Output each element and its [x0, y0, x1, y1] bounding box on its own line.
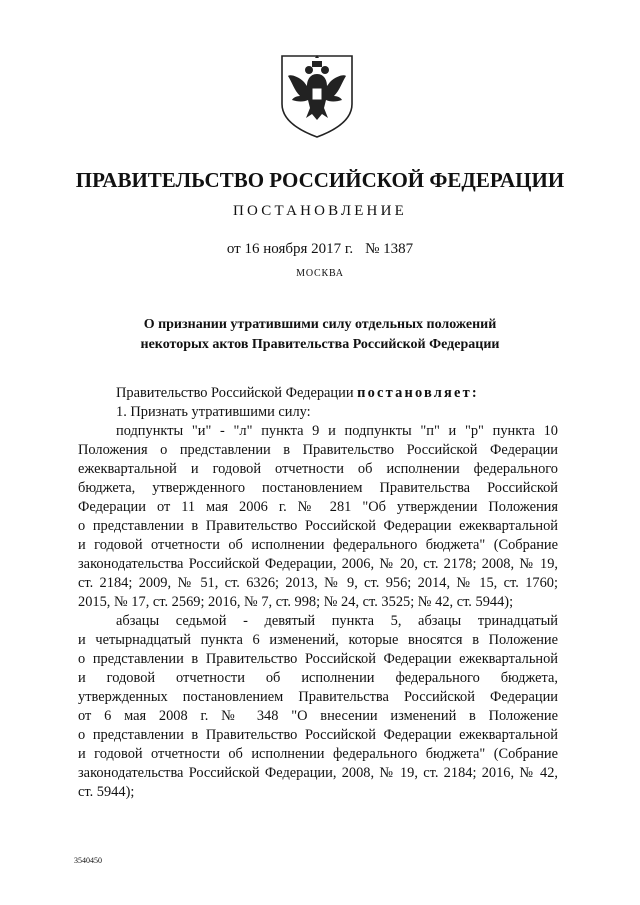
body-line: ежеквартальной и годовой отчетности об исполнении федерального: [78, 461, 558, 477]
body-line: 2015, № 17, ст. 2569; 2016, № 7, ст. 998; № 24, ст. 3525; № 42, ст. 5944);: [78, 594, 514, 610]
intro-line: [78, 384, 558, 403]
body-line: 1. Признать утратившими силу:: [116, 404, 311, 420]
title-line: О признании утратившими силу отдельных положений: [143, 317, 497, 332]
body-line: законодательства Российской Федерации, 2008, № 19, ст. 2184; 2016, № 42,: [78, 765, 558, 781]
body-line: Положения о представлении в Правительство Российской Федерации: [78, 442, 558, 458]
body-line: и годовой отчетности об исполнении федерального бюджета" (Собрание: [78, 746, 558, 762]
body-line: о представлении в Правительство Российской Федерации ежеквартальной: [78, 651, 558, 667]
body-line: и годовой отчетности об исполнении федерального бюджета,: [78, 670, 558, 686]
body-line: Федерации от 11 мая 2006 г. № 281 "Об утверждении Положения: [78, 499, 558, 515]
body-line: от 6 мая 2008 г. № 348 "О внесении изменений в Положение: [78, 708, 558, 724]
intro-text: Правительство Российской Федерации: [116, 385, 354, 401]
document-title: [0, 315, 640, 355]
coat-of-arms-emblem: [276, 52, 358, 140]
body-line: подпункты "и" - "л" пункта 9 и подпункты "п" и "р" пункта 10: [116, 423, 558, 439]
body-line: абзацы седьмой - девятый пункта 5, абзацы тринадцатый: [116, 613, 558, 629]
decree-date: от 16 ноября 2017 г.: [226, 241, 354, 257]
body-line: бюджета, утвержденного постановлением Правительства Российской: [78, 480, 558, 496]
body-line: о представлении в Правительство Российской Федерации ежеквартальной: [78, 518, 558, 534]
body-line: и годовой отчетности об исполнении федерального бюджета" (Собрание: [78, 537, 558, 553]
government-heading: ПРАВИТЕЛЬСТВО РОССИЙСКОЙ ФЕДЕРАЦИИ: [75, 168, 565, 192]
body-line: ст. 2184; 2009, № 51, ст. 6326; 2013, № 9, ст. 956; 2014, № 15, ст. 1760;: [78, 575, 558, 591]
decree-number: № 1387: [365, 241, 414, 257]
title-line: некоторых актов Правительства Российской Федерации: [140, 337, 500, 352]
document-body: [78, 384, 558, 802]
body-line: ст. 5944);: [78, 784, 135, 800]
decree-verb: постановляет:: [357, 385, 479, 401]
body-line: утвержденных постановлением Правительства Российской Федерации: [78, 689, 558, 705]
body-line: законодательства Российской Федерации, 2006, № 20, ст. 2178; 2008, № 19,: [78, 556, 558, 572]
body-line: о представлении в Правительство Российской Федерации ежеквартальной: [78, 727, 558, 743]
body-line: и четырнадцатый пункта 6 изменений, которые вносятся в Положение: [78, 632, 558, 648]
document-code: 3540450: [74, 856, 102, 865]
city-name: МОСКВА: [296, 268, 344, 279]
document-type: ПОСТАНОВЛЕНИЕ: [233, 203, 407, 219]
date-line: [0, 241, 640, 258]
